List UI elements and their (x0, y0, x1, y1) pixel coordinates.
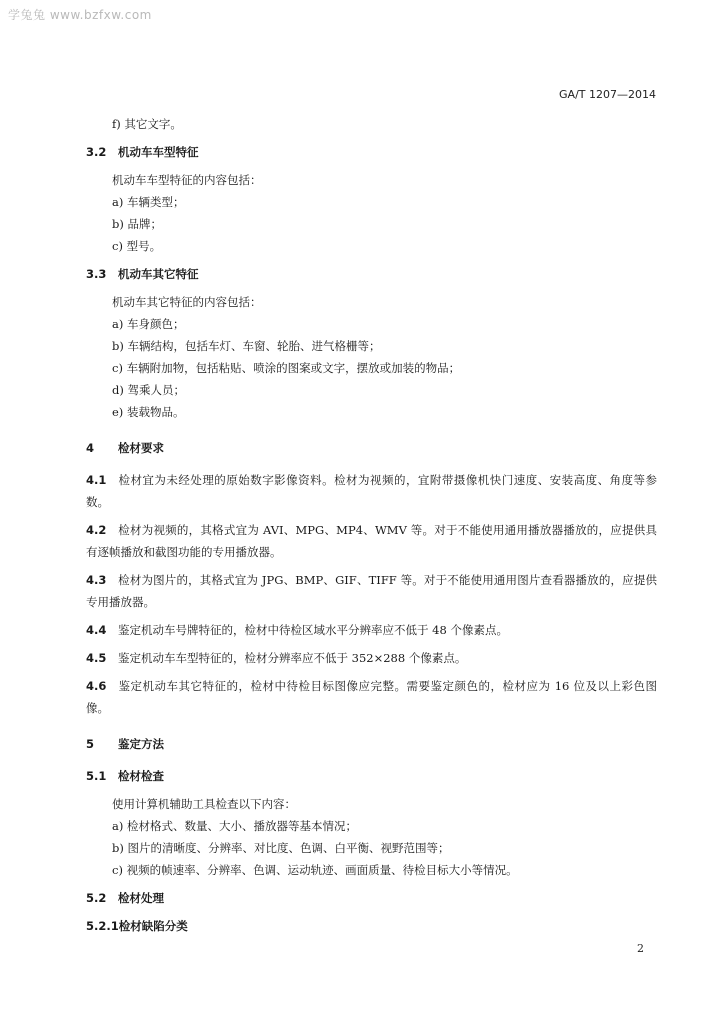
intro-text: 机动车车型特征的内容包括： (112, 173, 262, 187)
list-item: b) 品牌； (112, 217, 163, 231)
list-item: c) 型号。 (112, 239, 162, 253)
section-title: 检材处理 (118, 891, 164, 905)
clause-number: 4.5 (86, 651, 107, 665)
section-title: 机动车其它特征 (118, 267, 199, 281)
clause-text: 鉴定机动车车型特征的，检材分辨率应不低于 352×288 个像素点。 (118, 651, 467, 665)
section-number: 3.2 (86, 145, 107, 159)
list-item: a) 车辆类型； (112, 195, 185, 209)
list-item: a) 检材格式、数量、大小、播放器等基本情况； (112, 819, 357, 833)
section-title: 鉴定方法 (118, 737, 164, 751)
clause-text: 检材为图片的，其格式宜为 JPG、BMP、GIF、TIFF 等。对于不能使用通用图片查看器播放的，应提供专用播放器。 (86, 573, 657, 609)
section-number: 5.2.1 (86, 919, 119, 933)
watermark: 学兔兔 www.bzfxw.com (8, 8, 152, 22)
clause-number: 4.6 (86, 679, 107, 693)
clause-text: 鉴定机动车号牌特征的，检材中待检区域水平分辨率应不低于 48 个像素点。 (118, 623, 508, 637)
section-title: 检材缺陷分类 (118, 919, 188, 933)
section-number: 3.3 (86, 267, 107, 281)
clause-number: 4.4 (86, 623, 107, 637)
list-item: b) 车辆结构，包括车灯、车窗、轮胎、进气格栅等； (112, 339, 381, 353)
section-heading-5-2 (86, 887, 657, 909)
section-title: 检材检查 (118, 769, 164, 783)
section-heading-5-2-1 (86, 915, 657, 937)
section-number: 4 (86, 441, 95, 455)
section-number: 5.1 (86, 769, 107, 783)
section-heading-4 (86, 437, 657, 459)
intro-text: 使用计算机辅助工具检查以下内容： (112, 797, 296, 811)
clause-4-6 (86, 675, 657, 719)
intro-text: 机动车其它特征的内容包括： (112, 295, 262, 309)
clause-text: 鉴定机动车其它特征的，检材中待检目标图像应完整。需要鉴定颜色的，检材应为 16 位及以上彩色图像。 (86, 679, 657, 715)
section-heading-3-3 (86, 263, 657, 285)
list-item: c) 车辆附加物，包括粘贴、喷涂的图案或文字，摆放或加装的物品； (112, 361, 461, 375)
section-title: 检材要求 (118, 441, 164, 455)
clause-text: 检材宜为未经处理的原始数字影像资料。检材为视频的，宜附带摄像机快门速度、安装高度、角度等参数。 (86, 473, 657, 509)
clause-number: 4.2 (86, 523, 107, 537)
clause-number: 4.1 (86, 473, 107, 487)
clause-4-1 (86, 469, 657, 513)
list-item: f) 其它文字。 (112, 117, 182, 131)
clause-4-5 (86, 647, 657, 669)
section-number: 5.2 (86, 891, 107, 905)
section-title: 机动车车型特征 (118, 145, 199, 159)
list-item: b) 图片的清晰度、分辨率、对比度、色调、白平衡、视野范围等； (112, 841, 450, 855)
list-item: d) 驾乘人员； (112, 383, 186, 397)
page-content (86, 113, 657, 937)
list-item: c) 视频的帧速率、分辨率、色调、运动轨迹、画面质量、待检目标大小等情况。 (112, 863, 518, 877)
section-heading-5 (86, 733, 657, 755)
list-item: e) 装载物品。 (112, 405, 185, 419)
clause-number: 4.3 (86, 573, 107, 587)
clause-4-3 (86, 569, 657, 613)
section-heading-5-1 (86, 765, 657, 787)
page-number: 2 (637, 942, 644, 955)
document-code: GA/T 1207—2014 (559, 88, 656, 101)
list-item: a) 车身颜色； (112, 317, 185, 331)
clause-text: 检材为视频的，其格式宜为 AVI、MPG、MP4、WMV 等。对于不能使用通用播放器播放的，应提供具有逐帧播放和截图功能的专用播放器。 (86, 523, 657, 559)
clause-4-4 (86, 619, 657, 641)
section-heading-3-2 (86, 141, 657, 163)
section-number: 5 (86, 737, 95, 751)
clause-4-2 (86, 519, 657, 563)
